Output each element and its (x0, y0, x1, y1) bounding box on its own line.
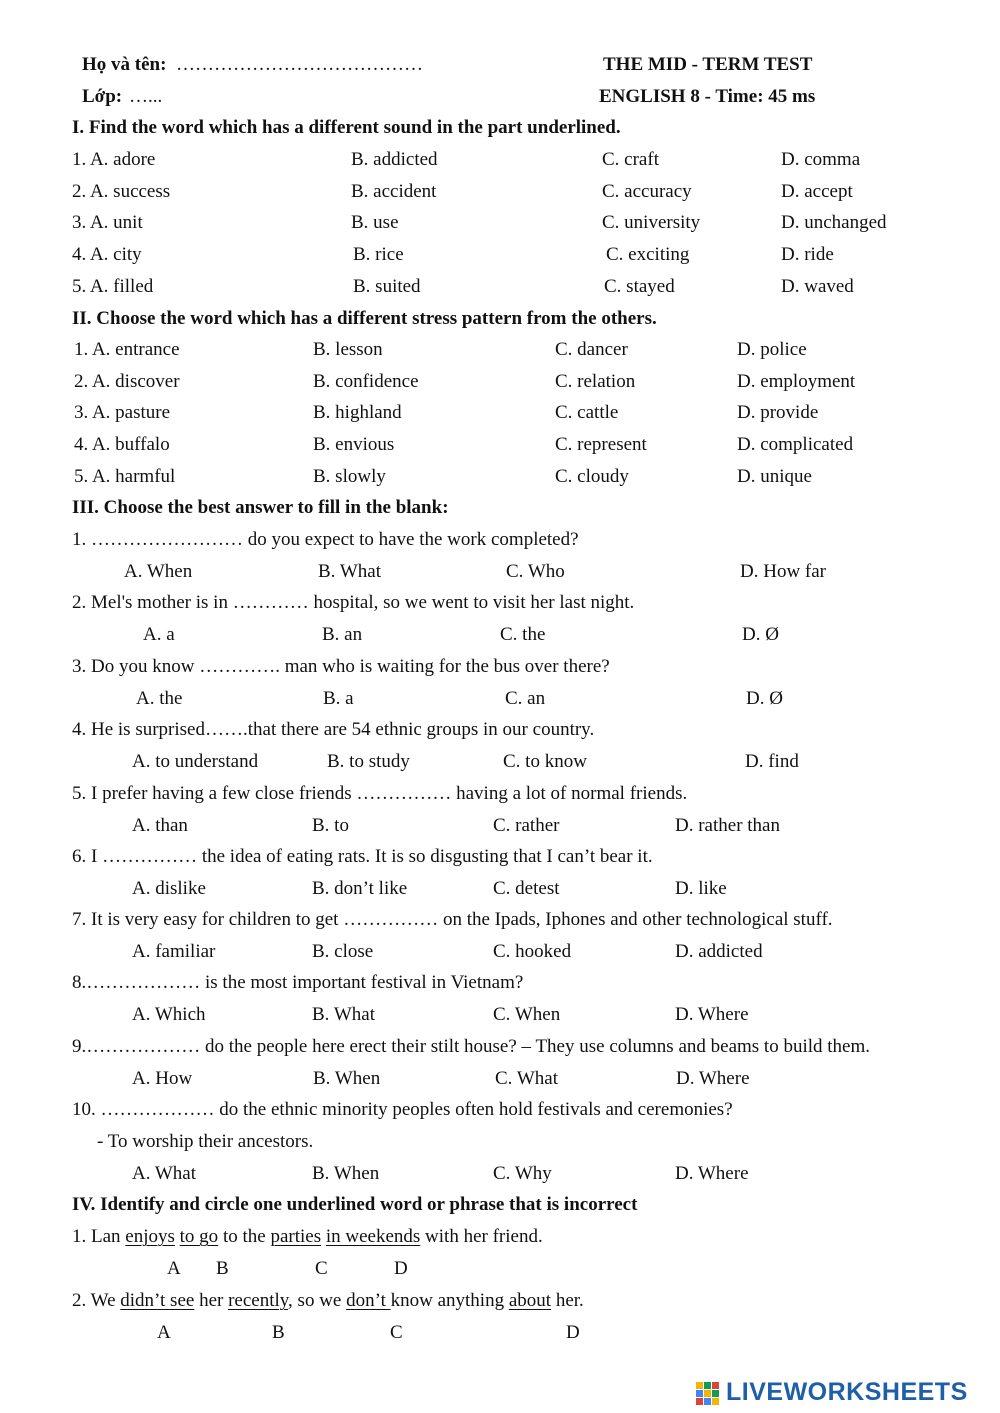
answer-option[interactable]: B. to study (327, 751, 410, 772)
section-1-heading: I. Find the word which has a different sound in the part underlined. (72, 117, 621, 138)
answer-option[interactable]: B. When (312, 1163, 380, 1184)
name-blank[interactable]: ………………………………… (176, 54, 423, 75)
answer-option[interactable]: C. Who (506, 561, 565, 582)
question-text: 4. He is surprised…….that there are 54 ethnic groups in our country. (72, 719, 595, 740)
answer-option[interactable]: C. rather (493, 815, 560, 836)
answer-option[interactable]: D. like (675, 878, 727, 899)
option-letter-b[interactable]: B (216, 1258, 229, 1279)
question-option-a[interactable]: 2. A. discover (74, 371, 180, 392)
answer-option[interactable]: A. familiar (132, 941, 216, 962)
question-option-a[interactable]: 5. A. harmful (74, 466, 176, 487)
answer-option[interactable]: B. lesson (313, 339, 383, 360)
question-option-a[interactable]: 5. A. filled (72, 276, 154, 297)
answer-option[interactable]: B. slowly (313, 466, 386, 487)
question-text: 3. Do you know …………. man who is waiting for the bus over there? (72, 656, 610, 677)
underlined-option-a[interactable]: didn’t see (120, 1290, 195, 1311)
answer-option[interactable]: C. craft (602, 149, 659, 170)
answer-option[interactable]: C. exciting (606, 244, 690, 265)
name-label: Họ và tên: (82, 54, 167, 75)
answer-option[interactable]: C. cloudy (555, 466, 629, 487)
question-option-a[interactable]: 2. A. success (72, 181, 171, 202)
answer-option[interactable]: D. Ø (742, 624, 779, 645)
answer-option[interactable]: C. What (495, 1068, 558, 1089)
answer-option[interactable]: C. hooked (493, 941, 572, 962)
question-text: 10. ……………… do the ethnic minority peoples often hold festivals and ceremonies? (72, 1099, 733, 1120)
answer-option[interactable]: B. What (318, 561, 381, 582)
underlined-option-d[interactable]: in weekends (325, 1226, 421, 1247)
answer-option[interactable]: C. stayed (604, 276, 675, 297)
answer-option[interactable]: B. What (312, 1004, 375, 1025)
option-letter-c[interactable]: C (390, 1322, 403, 1343)
underlined-option-b[interactable]: recently (228, 1290, 289, 1311)
answer-option[interactable]: C. the (500, 624, 546, 645)
question-option-a[interactable]: 4. A. buffalo (74, 434, 170, 455)
answer-option[interactable]: D. Where (675, 1163, 749, 1184)
option-letter-b[interactable]: B (272, 1322, 285, 1343)
answer-option[interactable]: A. than (132, 815, 188, 836)
question-option-a[interactable]: 3. A. pasture (74, 402, 171, 423)
answer-option[interactable]: D. How far (740, 561, 827, 582)
answer-option[interactable]: D. comma (781, 149, 861, 170)
answer-option[interactable]: B. an (322, 624, 363, 645)
answer-option[interactable]: B. confidence (313, 371, 419, 392)
class-label: Lớp: (82, 86, 123, 107)
answer-option[interactable]: B. suited (353, 276, 421, 297)
subject-time: ENGLISH 8 - Time: 45 ms (599, 86, 816, 107)
option-letter-d[interactable]: D (394, 1258, 408, 1279)
answer-option[interactable]: D. find (745, 751, 799, 772)
section-2-heading: II. Choose the word which has a different stress pattern from the others. (72, 308, 657, 329)
answer-option[interactable]: A. dislike (132, 878, 206, 899)
underlined-option-b[interactable]: to go (179, 1226, 219, 1247)
liveworksheets-logo (696, 1376, 996, 1410)
answer-option[interactable]: D. provide (737, 402, 819, 423)
answer-option[interactable]: A. How (132, 1068, 193, 1089)
test-title: THE MID - TERM TEST (603, 54, 813, 75)
question-text: 1. …………………… do you expect to have the work completed? (72, 529, 579, 550)
underlined-option-a[interactable]: enjoys (125, 1226, 175, 1247)
answer-option[interactable]: B. to (312, 815, 349, 836)
answer-option[interactable]: D. ride (781, 244, 834, 265)
answer-option[interactable]: D. addicted (675, 941, 763, 962)
answer-option[interactable]: D. waved (781, 276, 854, 297)
answer-option[interactable]: C. When (493, 1004, 561, 1025)
answer-option[interactable]: B. use (351, 212, 399, 233)
section-4-question-2: 2. We didn’t see her recently, so we don’t know anything about her. (72, 1290, 584, 1311)
question-option-a[interactable]: 3. A. unit (72, 212, 143, 233)
answer-option[interactable]: D. unique (737, 466, 812, 487)
answer-option[interactable]: A. the (136, 688, 183, 709)
answer-option[interactable]: A. Which (132, 1004, 206, 1025)
question-option-a[interactable]: 4. A. city (72, 244, 142, 265)
option-letter-a[interactable]: A (157, 1322, 171, 1343)
answer-option[interactable]: C. accuracy (602, 181, 692, 202)
answer-option[interactable]: C. represent (555, 434, 647, 455)
answer-hint: - To worship their ancestors. (97, 1131, 314, 1152)
answer-option[interactable]: C. relation (555, 371, 636, 392)
question-text: 9.……………… do the people here erect their stilt house? – They use columns and beams to build them. (72, 1036, 870, 1057)
section-4-question-1: 1. Lan enjoys to go to the parties in weekends with her friend. (72, 1226, 543, 1247)
class-blank[interactable]: …... (129, 86, 163, 107)
answer-option[interactable]: B. a (323, 688, 354, 709)
question-text: 2. Mel's mother is in ………… hospital, so we went to visit her last night. (72, 592, 635, 613)
answer-option[interactable]: D. complicated (737, 434, 854, 455)
question-option-a[interactable]: 1. A. entrance (74, 339, 180, 360)
answer-option[interactable]: C. to know (503, 751, 587, 772)
answer-option[interactable]: D. unchanged (781, 212, 887, 233)
underlined-option-c[interactable]: parties (270, 1226, 322, 1247)
answer-option[interactable]: B. highland (313, 402, 402, 423)
underlined-option-c[interactable]: don’t (346, 1290, 391, 1311)
logo-text: LIVEWORKSHEETS (726, 1378, 968, 1406)
answer-option[interactable]: D. police (737, 339, 807, 360)
answer-option[interactable]: C. dancer (555, 339, 628, 360)
answer-option[interactable]: D. accept (781, 181, 853, 202)
section-4-heading: IV. Identify and circle one underlined word or phrase that is incorrect (72, 1194, 638, 1215)
answer-option[interactable]: D. Where (675, 1004, 749, 1025)
answer-option[interactable]: B. accident (351, 181, 437, 202)
question-text: 7. It is very easy for children to get …………… on the Ipads, Iphones and other technological stuff. (72, 909, 833, 930)
answer-option[interactable]: B. When (313, 1068, 381, 1089)
question-text: 5. I prefer having a few close friends …………… having a lot of normal friends. (72, 783, 688, 804)
option-letter-c[interactable]: C (315, 1258, 328, 1279)
question-text: 6. I …………… the idea of eating rats. It is so disgusting that I can’t bear it. (72, 846, 653, 867)
answer-option[interactable]: A. to understand (132, 751, 259, 772)
answer-option[interactable]: B. don’t like (312, 878, 408, 899)
answer-option[interactable]: D. Ø (746, 688, 783, 709)
option-letter-a[interactable]: A (167, 1258, 181, 1279)
answer-option[interactable]: B. addicted (351, 149, 438, 170)
option-letter-d[interactable]: D (566, 1322, 580, 1343)
answer-option[interactable]: D. employment (737, 371, 856, 392)
answer-option[interactable]: D. rather than (675, 815, 780, 836)
underlined-option-d[interactable]: about (508, 1290, 552, 1311)
answer-option[interactable]: C. Why (493, 1163, 552, 1184)
answer-option[interactable]: B. rice (353, 244, 404, 265)
answer-option[interactable]: C. an (505, 688, 546, 709)
answer-option[interactable]: B. close (312, 941, 374, 962)
answer-option[interactable]: C. university (602, 212, 701, 233)
answer-option[interactable]: A. a (143, 624, 175, 645)
question-option-a[interactable]: 1. A. adore (72, 149, 156, 170)
answer-option[interactable]: C. detest (493, 878, 560, 899)
answer-option[interactable]: D. Where (676, 1068, 750, 1089)
liveworksheets-icon (696, 1382, 720, 1406)
answer-option[interactable]: B. envious (313, 434, 395, 455)
answer-option[interactable]: A. When (124, 561, 193, 582)
answer-option[interactable]: C. cattle (555, 402, 619, 423)
question-text: 8.……………… is the most important festival in Vietnam? (72, 972, 524, 993)
section-3-heading: III. Choose the best answer to fill in the blank: (72, 497, 449, 518)
answer-option[interactable]: A. What (132, 1163, 197, 1184)
